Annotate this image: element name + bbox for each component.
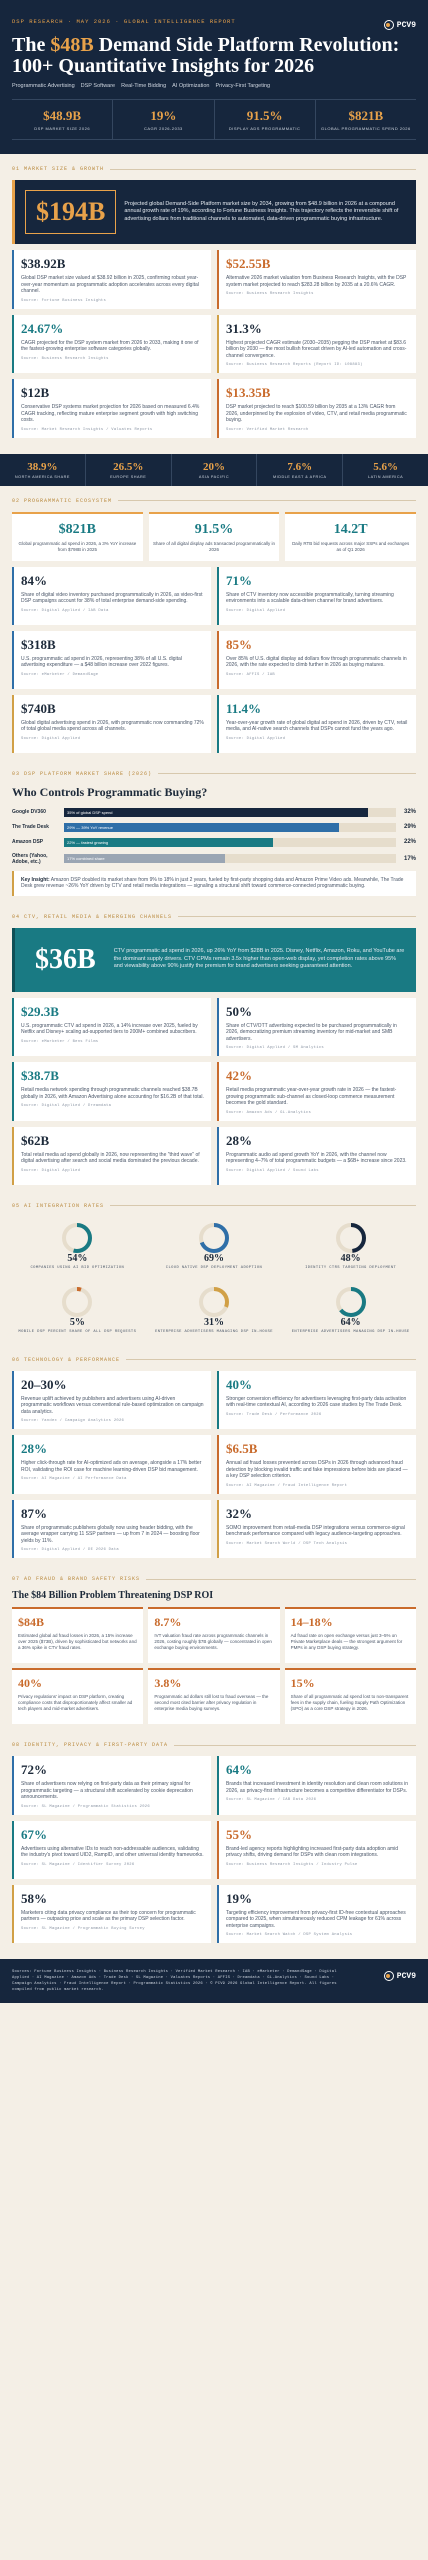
stat-value: 64% [226,1762,252,1777]
stat-value: $13.35B [226,385,271,400]
ecosystem-label: Daily RTB bid requests across major SSPs and exchanges as of Q1 2026 [292,540,410,552]
section-number: 08 [12,1742,21,1748]
region-share [172,454,258,486]
stat-card [217,1500,416,1559]
section-label [12,1203,416,1209]
logo-ring-icon [384,20,394,30]
region-label: MIDDLE EAST & AFRICA [272,474,327,479]
section-label-text: AD FRAUD & BRAND SAFETY RISKS [24,1576,141,1582]
stat-value: 50% [226,1003,252,1019]
footer-sources: Sources: Fortune Business Insights · Business Research Insights · Verified Market Research · IAB · eMarketer · DemandSage · Digital Applied · AI Magazine · Amazon Ads · Trade Desk · SL Magazine · Valuates Reports · AFFIS · Dreamdata · GL.Analytics · Sound Labs · Campaign Analytics · Fraud Intelligence Report · Programmatic Statistics 2026 · © PCV9 2026 Global Intelligence Report. All figures compiled from public market research. [12,1970,337,1992]
stat-source: Source: Trade Desk / Performance 2026 [226,1412,322,1417]
stat-value: 55% [226,1826,252,1842]
stat-card [217,1756,416,1815]
donut-value: 31% [203,1316,224,1328]
bar-pct: 17% [403,855,416,862]
risk-text: Share of all programmatic ad spend lost to non-transparent fees in the supply chain, fueling Supply Path Optimization (SPO) as a core DSP strategy in 2026. [290,1694,409,1711]
banner-value: $194B [25,190,116,234]
stat-value: 40% [226,1376,252,1392]
topic-tag: Real-Time Bidding [121,83,167,89]
stat-value: 71% [226,572,252,588]
stat-source: Source: Business Research Insights [226,292,314,296]
stat-source: Source: SL Magazine / Programmatic Statistics 2026 [21,1804,150,1809]
stat-source: Source: Digital Applied [21,1168,81,1173]
footer-logo[interactable] [384,1971,416,1981]
bar-fill: 22% — fastest growing [64,838,273,847]
donut-label: IDENTITY CTRS TARGETING DEPLOYMENT [305,1265,397,1270]
stat-source: Source: Market Search World / DSP Tech Analysis [226,1541,348,1546]
ecosystem-label: Share of all digital display ads transacted programmatically in 2026 [152,540,276,552]
stat-source: Source: Business Research Reports (Report ID: 108883) [226,363,363,367]
stat-card [217,1062,416,1121]
risk-value: 8.7% [154,1615,182,1629]
region-value: 26.5% [113,460,144,473]
note-text: Amazon DSP doubled its market share from 9% to 18% in just 2 years, fueled by first-party shopping data and Amazon Prime Video ads. Meanwhile, The Trade Desk grew revenue ~26% YoY driven by CTV and retail media integrations — signaling a structural shift toward commerce-connected programmatic buying. [21,876,404,889]
stat-text: Programmatic audio ad spend growth YoY in 2026, with the channel now representing 4–7% of total programmatic budgets — a $6B+ increase since 2023. [226,1151,407,1164]
bar-fill: 17% combined share [64,854,225,863]
topic-tag: Programmatic Advertising [12,83,75,89]
ecosystem-label: Global programmatic ad spend in 2026, a 3% YoY increase from $798B in 2025 [18,540,137,552]
stat-source: Source: Amazon Ads / GL.Analytics [226,1110,312,1115]
stat-source: Source: Digital Applied [226,608,286,613]
fraud-risk-card [12,1668,143,1724]
hero-kpi [12,100,113,139]
hero-kpis [12,99,416,140]
donut-chart [197,1221,231,1255]
section-label [12,771,416,777]
kpi-label: GLOBAL PROGRAMMATIC SPEND 2026 [321,126,411,131]
stat-source: Source: SL Magazine / Identifier Survey 2026 [21,1862,135,1867]
donut-chart [334,1221,368,1255]
banner-text: Projected global Demand-Side Platform market size by 2034, growing from $48.9 billion in 2026 at a compound annual growth rate of 19%, according to Fortune Business Insights. This trajectory reflects the irreversible shift of advertising dollars from traditional channels to automated, data-driven programmatic buying infrastructure. [124,200,399,222]
stat-card [12,631,211,689]
stat-source: Source: Digital Applied / DE 2026 Data [21,1548,119,1552]
section-number: 06 [12,1356,21,1363]
donut-label: COMPANIES USING AI BID OPTIMIZATION [30,1265,125,1270]
market-share-bars [12,808,416,865]
donut-chart [197,1285,231,1319]
stat-source: Source: SL Magazine / IAB Data 2026 [226,1798,317,1802]
stat-text: Targeting efficiency improvement from privacy-first ID-free contextual approaches compared to 2025, when simultaneously reduced CPM leakage for 61% across enterprise campaigns. [226,1909,406,1929]
stat-card [12,379,211,438]
bar-name: Others (Yahoo, Adobe, etc.) [12,852,48,865]
stat-text: U.S. programmatic CTV ad spend in 2026, a 14% increase over 2025, fueled by Netflix and Disney+ scaling ad-supported tiers to 200M+ combined subscribers. [21,1022,198,1035]
donut-label: ENTERPRISE ADVERTISERS MANAGING DSP IN-HOUSE [155,1329,273,1334]
section-fraud [0,1564,428,1730]
stat-value: 32% [226,1505,252,1521]
stat-text: Annual ad fraud losses prevented across DSPs in 2026 through advanced fraud detection by blocking invalid traffic and fake impressions before bids are placed — a key DSP selection criterion. [226,1460,408,1479]
stat-source: Source: Business Research Insights / Industry Pulse [226,1862,358,1867]
ai-donut [285,1217,416,1275]
donut-value: 5% [69,1316,85,1328]
title-highlight: $48B [50,34,94,56]
stat-value: $38.7B [21,1068,59,1083]
stat-text: Share of digital video inventory purchased programmatically in 2026, as video-first DSP campaigns account for 38% of total enterprise demand-side spending. [21,591,203,604]
section-label [12,1742,416,1748]
stat-value: 84% [21,572,47,588]
bar-pct: 29% [403,824,416,830]
donut-label: CLOUD NATIVE DSP DEPLOYMENT ADOPTION [165,1265,263,1270]
ai-donut [149,1217,280,1275]
stat-card [12,1062,211,1121]
stat-card [217,1435,416,1494]
ai-donut [12,1217,143,1275]
donut-track [64,1289,90,1315]
stat-value: 24.67% [21,320,64,336]
stat-source: Source: Business Research Insights [21,356,109,361]
stat-card [217,631,416,689]
stat-value: 42% [226,1068,252,1083]
section-label [12,1357,416,1363]
regional-share-strip [0,454,428,486]
stat-text: Global DSP market size valued at $38.92 billion in 2025, confirming robust year-over-year momentum as programmatic adoption accelerates across every digital channel. [21,275,199,294]
stat-source: Source: eMarketer / Bens Films [21,1039,99,1044]
bar-row [12,853,416,865]
stat-card [217,567,416,625]
stat-text: SOMO improvement from retail-media DSP integrations versus commerce-signal benchmark performance compared with legacy audience-targeting approaches. [226,1524,405,1537]
risk-text: IVT valuation fraud rate across programmatic channels in 2026, costing roughly $7B globally — concentrated in open exchange buying environments. [154,1633,272,1650]
risk-text: Programmatic ad dollars still lost to fraud overseas — the second most cited barrier after privacy regulation in enterprise media buying surveys. [154,1694,269,1711]
risk-value: 3.8% [154,1676,182,1690]
stat-card [12,250,211,309]
stat-value: 20–30% [21,1376,67,1392]
risk-value: 40% [18,1676,42,1690]
section-label-text: MARKET SIZE & GROWTH [24,166,105,172]
hero-kpi [215,100,316,139]
technology-cards [12,1371,416,1559]
stat-value: $740B [21,700,56,716]
stat-source: Source: AFFIS / IAB [226,672,275,677]
hero-eyebrow: DSP RESEARCH · MAY 2026 · GLOBAL INTELLIGENCE REPORT [12,18,236,25]
section-ecosystem [0,486,428,759]
stat-card [12,1885,211,1944]
ecosystem-stat [149,512,280,561]
ecosystem-cards [12,567,416,753]
bar-name: Google DV360 [12,809,46,815]
stat-value: 85% [226,636,252,652]
section-label [12,498,416,504]
bar-track [64,854,396,863]
stat-card [12,1821,211,1879]
section-technology [0,1345,428,1565]
stat-card [12,567,211,625]
stat-card [12,1127,211,1185]
region-value: 38.9% [27,460,58,473]
stat-source: Source: Digital Applied [226,736,286,741]
region-label: NORTH AMERICA SHARE [14,474,70,479]
section-number: 03 [12,770,21,777]
risk-text: Estimated global ad fraud losses in 2026, a 15% increase over 2025 ($73B), driven by sophisticated bot networks and a 36% spike in CTV fraud rates. [18,1633,137,1650]
stat-card [217,250,416,309]
stat-value: 28% [226,1132,252,1148]
fraud-risks [12,1607,416,1724]
stat-card [217,315,416,374]
donut-value: 54% [67,1252,88,1264]
ai-donut [285,1281,416,1339]
section-number: 04 [12,913,21,920]
bar-name: Amazon DSP [12,839,44,845]
stat-card [12,1435,211,1494]
section-number: 05 [12,1202,21,1209]
stat-card [12,1756,211,1815]
stat-text: Year-over-year growth rate of global digital ad spend in 2026, driven by CTV, retail media, and AI-native search channels that DSPs cannot fund the years ago. [226,719,408,732]
stat-source: Source: eMarketer / DemandSage [21,672,99,677]
donut-value: 64% [340,1316,361,1328]
stat-source: Source: Fortune Business Insights [21,298,107,303]
stat-value: 87% [21,1505,47,1521]
logo-text: PCV9 [396,20,416,30]
stat-text: Brands that increased investment in identity resolution and clean room solutions in 2026, as privacy-first infrastructure becomes a competitive differentiator for DSPs. [226,1781,409,1794]
topic-tags [12,83,416,89]
stat-value: 58% [21,1890,47,1906]
market-banner [12,180,416,244]
fraud-risk-card [148,1607,279,1663]
stat-text: CAGR projected for the DSP system market from 2026 to 2033, making it one of the fastest-growing enterprise software categories globally. [21,339,199,352]
fraud-risk-card [148,1668,279,1724]
stat-source: Source: Yandex / Campaign Analytics 2026 [21,1419,125,1423]
section-label-text: AI INTEGRATION RATES [24,1202,105,1209]
stat-text: Retail media network spending through programmatic channels reached $38.7B globally in 2026, with Amazon Advertising alone accounting for $16.2B of that total. [21,1087,204,1100]
stat-card [12,1500,211,1559]
bar-pct: 32% [403,809,416,815]
region-label: ASIA PACIFIC [198,474,230,479]
market-share-title: Who Controls Programmatic Buying? [12,784,208,799]
stat-source: Source: Digital Applied / SM Analytics [226,1046,324,1050]
risk-text: Ad fraud rate on open exchange versus just 3–5% on Private Marketplace deals — the strongest argument for PMPs in any DSP buying strategy. [290,1633,403,1650]
region-share [0,454,86,486]
stat-card [217,695,416,753]
banner-text: CTV programmatic ad spend in 2026, up 26% YoY from $28B in 2025. Disney, Netflix, Amazon, Roku, and YouTube are the dominant supply drivers. CTV CPMs remain 3.5x higher than open-web display, yet completion rates above 95% and viewability above 90% justify the premium for brand advertisers seeking guaranteed attention. [113,948,405,970]
hero-kpi [113,100,214,139]
stat-value: 19% [226,1890,252,1906]
stat-source: Source: Market Search Watch / DSP System Analysis [226,1933,353,1937]
donut-chart [334,1285,368,1319]
brand-logo[interactable] [384,20,416,30]
kpi-value: $48.9B [43,108,82,123]
stat-text: Over 85% of U.S. digital display ad dollars flow through programmatic channels in 2026, with the rate expected to climb further in 2026 as buying matures. [226,655,407,668]
ai-donuts [12,1217,416,1339]
donut-value: 48% [340,1252,361,1264]
ai-donut [12,1281,143,1339]
section-market-share [0,759,428,902]
bar-track [64,838,396,847]
section-ctv [0,902,428,1191]
stat-value: $29.3B [21,1003,59,1019]
risk-value: 14–18% [290,1615,333,1629]
section-label-text: CTV, RETAIL MEDIA & EMERGING CHANNELS [24,913,173,920]
section-label-text: IDENTITY, PRIVACY & FIRST-PARTY DATA [24,1742,169,1748]
stat-source: Source: Market Research Insights / Valuates Reports [21,427,153,432]
identity-cards [12,1756,416,1943]
title-post: Demand Side Platform Revolution: 100+ Quantitative Insights for 2026 [12,34,400,77]
bar-name: The Trade Desk [12,824,49,830]
section-ai-rates [0,1191,428,1345]
stat-card [12,1371,211,1430]
donut-chart [60,1285,94,1319]
stat-card [217,379,416,438]
ecosystem-stat [285,512,416,561]
section-label [12,914,416,920]
risk-text: Privacy regulations' impact on DSP platform, creating compliance costs that disproportionately affect smaller ad tech players and mid-market advertisers. [18,1694,133,1711]
stat-value: $6.5B [226,1441,258,1456]
donut-label: ENTERPRISE ADVERTISERS MANAGING DSP IN-HOUSE [291,1329,410,1334]
stat-text: Brand-led agency reports highlighting increased first-party data adoption amid privacy shifts, driving demand for DSPs with clean room integrations. [226,1845,399,1858]
logo-ring-icon [384,1971,394,1981]
stat-text: Share of CTV/OTT advertising expected to be purchased programmatically in 2026, democratizing premium streaming inventory for mid-market and SMB advertisers. [226,1022,397,1042]
region-value: 7.6% [287,460,313,473]
kpi-label: CAGR 2026-2033 [143,126,183,131]
stat-text: Global digital advertising spend in 2026, with programmatic now commanding 72% of total global media spend across all channels. [21,719,204,732]
ecosystem-triple [12,512,416,561]
fraud-risk-card [285,1668,416,1724]
stat-source: Source: Digital Applied / Dreamdata [21,1104,112,1108]
bar-track [64,823,396,832]
stat-text: Highest projected CAGR estimate (2030–2035) pegging the DSP market at $83.6 billion by 2030 — the most bullish forecast driven by AI-led automation and cross-channel convergence. [226,339,407,359]
bar-track [64,808,396,817]
fraud-risk-card [285,1607,416,1663]
stat-value: 28% [21,1441,47,1456]
stat-text: Alternative 2026 market valuation from Business Research Insights, with the DSP system market projected to reach $283.28 billion by 2035 at a 20.6% CAGR. [226,275,407,288]
title-pre: The [12,34,51,56]
stat-value: 67% [21,1826,47,1842]
region-value: 20% [202,460,225,473]
region-share [257,454,343,486]
stat-card [217,1371,416,1430]
bar-row [12,823,416,832]
topic-tag: AI Optimization [172,83,210,89]
stat-text: Total retail media ad spend globally in 2026, now representing the "third wave" of digital advertising after search and social media dominated the previous decade. [21,1151,200,1164]
stat-card [217,998,416,1057]
section-label [12,1576,416,1582]
stat-text: Share of advertisers now relying on first-party data as their primary signal for programmatic targeting — a structural shift accelerated by cookie deprecation announcements. [21,1781,193,1800]
section-number: 02 [12,497,21,504]
stat-text: Retail media programmatic year-over-year growth rate in 2026 — the fastest-growing programmatic sub-channel as closed-loop commerce measurement becomes the gold standard. [226,1087,397,1106]
stat-text: DSP market projected to reach $100.59 billion by 2035 at a 13% CAGR from 2026, underpinned by the explosion of video, CTV, and retail media programmatic buying. [226,404,407,423]
kpi-value: 91.5% [246,108,283,123]
kpi-label: DISPLAY ADS PROGRAMMATIC [228,126,301,131]
stat-text: Advertisers using alternative IDs to reach non-addressable audiences, validating the industry's pivot toward UID2, RampID, and other universal identity frameworks. [21,1845,204,1858]
section-label [12,166,416,172]
stat-source: Source: Digital Applied [21,736,81,741]
bar-fill: 35% of global DSP spend [64,808,368,817]
bar-row [12,808,416,817]
stat-source: Source: Verified Market Research [226,427,309,432]
fraud-risk-card [12,1607,143,1663]
ctv-cards [12,998,416,1185]
stat-value: $52.55B [226,256,271,271]
stat-text: U.S. programmatic ad spend in 2026, representing 38% of all U.S. digital advertising expenditure — a $48 billion increase over 2022 figures. [21,655,182,668]
market-cards [12,250,416,438]
ai-donut [149,1281,280,1339]
stat-text: Marketers citing data privacy compliance as their top concern for programmatic partners — outpacing price and scale as the primary DSP selection factor. [21,1909,196,1922]
ecosystem-stat [12,512,143,561]
stat-text: Higher click-through rate for AI-optimized ads on average, alongside a 17% better ROI, validating the ROI case for machine learning-driven DSP bid management. [21,1460,202,1473]
banner-value: $36B [35,943,96,975]
stat-value: 11.4% [226,700,262,716]
region-label: LATIN AMERICA [368,474,404,479]
stat-card [217,1127,416,1185]
risk-value: $84B [18,1615,45,1629]
key-insight-note [12,871,416,896]
ecosystem-value: $821B [58,521,96,537]
ctv-banner [12,928,416,992]
region-share [86,454,172,486]
stat-text: Share of programmatic publishers globally now using header bidding, with the average wrapper carrying 11 SSP partners — up from 7 in 2024 — boosting floor yields by 11%. [21,1524,200,1544]
section-identity [0,1730,428,1949]
section-label-text: TECHNOLOGY & PERFORMANCE [24,1356,121,1363]
stat-card [217,1885,416,1944]
region-value: 5.6% [373,460,398,473]
note-bold: Key Insight: [21,876,50,883]
stat-source: Source: AI Magazine / AI Performance Data [21,1477,127,1481]
ecosystem-value: 91.5% [194,521,234,537]
stat-source: Source: Digital Applied / IAB Data [21,608,109,613]
stat-value: $12B [21,385,50,400]
kpi-label: DSP MARKET SIZE 2026 [34,126,91,131]
stat-source: Source: SL Magazine / Programmatic Buying Survey [21,1926,145,1931]
section-market-size [0,154,428,444]
stat-card [12,998,211,1057]
region-label: EUROPE SHARE [110,474,147,479]
region-share [343,454,428,486]
risk-value: 15% [290,1676,315,1690]
topic-tag: Privacy-First Targeting [215,83,271,89]
bar-row [12,838,416,847]
fraud-title: The $84 Billion Problem Threatening DSP ROI [12,1590,214,1601]
stat-value: $318B [21,636,56,652]
hero-kpi [316,100,416,139]
hero-header [0,0,428,154]
stat-value: 31.3% [226,320,262,336]
section-number: 07 [12,1576,21,1582]
stat-card [12,695,211,753]
stat-text: Share of CTV inventory now accessible programmatically, turning streaming environments into a scalable data-driven channel for brand advertisers. [226,591,394,604]
stat-source: Source: Digital Applied / Sound Labs [226,1168,319,1173]
stat-text: Conservative DSP systems market projection for 2026 based on measured 6.4% CAGR tracking, reflecting mature enterprise segment growth with high switching costs. [21,404,200,423]
stat-card [217,1821,416,1879]
section-number: 01 [12,166,21,172]
bar-pct: 22% [403,839,416,845]
kpi-value: $821B [348,108,384,123]
page-footer [0,1959,428,2003]
ecosystem-value: 14.2T [333,521,368,537]
donut-value: 69% [203,1252,224,1264]
stat-text: Stronger conversion efficiency for advertisers leveraging first-party data activation with real-time contextual AI, according to 2026 case studies by The Trade Desk. [226,1395,407,1408]
section-label-text: PROGRAMMATIC ECOSYSTEM [24,497,113,504]
stat-text: Revenue uplift achieved by publishers and advertisers using AI-driven programmatic workflows versus conventional rule-based optimization on campaign data analytics. [21,1395,204,1415]
page-title [12,35,416,77]
kpi-value: 19% [150,108,177,123]
stat-value: $38.92B [21,256,66,271]
logo-text: PCV9 [396,1971,416,1981]
donut-chart [60,1221,94,1255]
stat-value: 72% [21,1762,47,1777]
topic-tag: DSP Software [80,83,116,89]
stat-value: $62B [21,1132,50,1148]
stat-source: Source: AI Magazine / Fraud Intelligence Report [226,1483,348,1488]
donut-label: MOBILE DSP PERCENT SHARE OF ALL DSP REQUESTS [18,1329,137,1334]
bar-fill: 29% — 39% YoY revenue [64,823,339,832]
stat-card [12,315,211,374]
section-label-text: DSP PLATFORM MARKET SHARE (2026) [24,770,153,777]
